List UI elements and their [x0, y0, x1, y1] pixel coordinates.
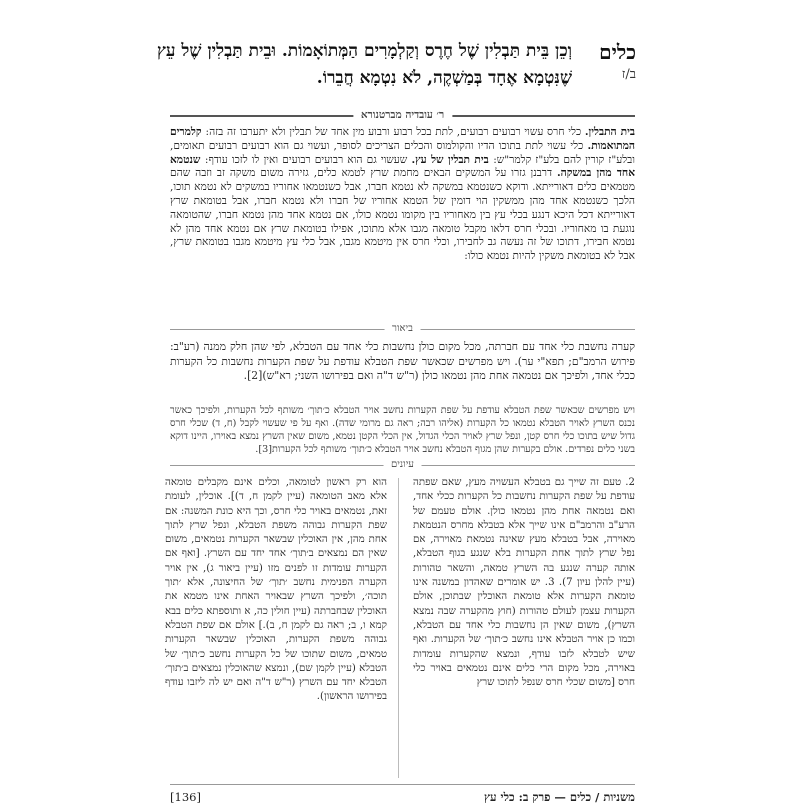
- bartenura-header: [170, 108, 635, 122]
- iyunim-left-column: הוא רק ראשון לטומאה, וכלים אינם מקבלים טומאה אלא מאב הטומאה (עיין לקמן ח, ד)]. אוכלין, לעומת זאת, נטמאים באויר כלי חרס, וכך היא כונת המשנה: אם שפת הקערות גבוהה משפת הטבלא, ונפל שרץ לתוך אחת מהן, אין האוכלין שבשאר הקערות נטמאים, משום שאין הם נמצאים ב׳תוך׳ אחד יחד עם השרץ. [ואף אם הקערות עומדות זו לפנים מזו (עיין ביאור ג), אין אויר הקערה הפנימית נחשב ׳תוך׳ של החיצונה, אלא ׳תוך תוכה׳, ולפיכך השרץ שבאויר האחת אינו מטמא את האוכלין שבחברתה (עיין חולין כה, א ותוספתא כלים בבא קמא ו, ב; ראה גם לקמן ח, ב).] אולם אם שפת הטבלא גבוהה משפת הקערות, האוכלין שבשאר הקערות טמאים, משום שתוכו של כל הקערות נחשב כ׳תוך׳ של הטבלא (עיין לקמן שם), ונמצא שהאוכלין נמצאים ב׳תוך׳ הטבלא יחד עם השרץ (ר"ש ד"ה ואם יש לה ליזבו עודף בפירושו הראשון).: [165, 477, 387, 703]
- commentary-text: דרבנן גזרו על המשקים הבאים מחמת שרץ לטמא כלים, גזירה משום משקה זב וזבה שהם מטמאים כלים דאורייתא. ודוקא כשנטמא במשקה לא נטמא חברו, אבל כשנטמאו אחוריו במשקים לא נטמא תוכו, הלכך כשנטמא אחד מהן ממשקין הוי דומין של הטמא אחוריו של חברו ולא נטמא חברו, אבל בטומאת שרץ דאורייתא דכל היכא דנגע בכלי עץ בין מאחוריו בין מקומו נטמא כולו, אם נטמא אחד מהן נטמא חברו, שהטומאה נוגעת בו מאחוריו. ובכלי חרס דלאו מקבל טומאה מגבו אלא מתוכו, אפילו בטומאת שרץ אם נטמא אחד מהן לא נטמא חבירו, דתוכו של זה נעשה גב לחבירו, וכלי חרס אין מיטמא מגבו, אבל כלי עץ מיטמא מגבו בטומאת שרץ, אבל לא בטומאת משקין להיות נטמא כולו:: [170, 167, 635, 263]
- iyunim-right-column: 2. טעם זה שייך גם בטבלא העשויה מעץ, שאם שפתה עודפת על שפת הקערות נחשבות כל הקערות ככלי אחד, ואם נטמאה אחת מהן נטמאו כולן. אולם טעמם של הרע"ב והרמב"ם אינו שייך אלא בטבלא מחרס הנטמאת מאוירה, אבל בטבלא מעץ שאינה נטמאת מאוירה, אם נפל שרץ לתוך אחת הקערות בלא שנגע בגוף הטבלא, אותה קערה שנגע בה השרץ טמאה, והשאר טהורות (עיין להלן עיון 7). 3. יש אומרים שאהדון במשנה אינו טומאת הקערות אלא טומאת האוכלין שבתוכן, אולם הקערות עצמן לעולם טהורות (חוץ מהקערה שבה נמצא השרץ), משום שאין הן נחשבות כלי אחד עם הטבלא, וכמו כן אויר הטבלא אינו נחשב כ׳תוך׳ של הקערות. ואף שיש לטבלא לזבו עודף, ונמצא שהקערות עומדות באוירה, מכל מקום הרי כלים אינם נטמאים באויר כלי חרס [משום שכלי חרס שנפל לתוכו שרץ: [413, 477, 635, 689]
- commentary-term: בית תבלין של עץ.: [411, 153, 494, 166]
- mishnah-text: וְכֵן בֵּית תַּבְלִין שֶׁל חֶרֶס וְקַלְמָרִים הַמְּתוֹאָמוֹת. וּבֵית תַּבְלִין שֶׁל עֵץ שֶׁנִּטְמָא אֶחָד בְּמַשְׁקֶה, לֹא נִטְמָא חֲבֵרוֹ.: [157, 41, 572, 88]
- footer-rule: [170, 784, 635, 785]
- commentary-text: כלי עשוי לתת בתוכו הדיו והקולמוס והכלים הצריכים לסופר, ועשוי גם הוא רבועים רבועים תאומים, ובלע"ז קורין להם בלע"ז קלמר"ש:: [170, 139, 635, 166]
- mishnah-reference: ב/ז: [621, 67, 636, 82]
- biur-note: ויש מפרשים שכאשר שפת הטבלא עודפת על שפת הקערות נחשב אויר הטבלא כ׳תוך׳ משותף לכל הקערות, ולפיכך כאשר נכנס השרץ לאויר הטבלא נטמאו כל הקערות (אליהו רבה; ראה גם מרומי שדה). ואף על פי שעשוי לקבל (ח, ד) שכלי חרס גדול שיש בתוכו כלי חרס קטן, ונפל שרץ לאויר הכלי הגדול, אין הכלי הקטן נטמא, משום שאין השרץ נמצא באוירו, היינו דוקא בשני כלים נפרדים. אולם בקערות שהן מגוף הטבלא נחשב אויר הטבלא כ׳תוך׳ משותף לכל הקערות[3].: [170, 405, 635, 455]
- bartenura-label: ר׳ עובדיה מברטנורא: [353, 108, 452, 122]
- biur-text: קערה נחשבת כלי אחד עם חברתה, מכל מקום כולן נחשבות כלי אחד עם הטבלא, לפי שהן חלק ממנה (רע"ב: פירוש הרמב"ם; תפא"י ער). ויש מפרשים שכאשר שפת הטבלא עודפת על שפת הקערות נחשבות כל הקערות ככלי אחד, ולפיכך אם נטמאה אחת מהן נטמאו כולן (ר"ש ד"ה ואם בפירושו השני; רא"ש)[2].: [170, 340, 635, 383]
- iyunim-label: עיונים: [383, 458, 422, 472]
- column-divider: [398, 478, 399, 778]
- tractate-title: כלים: [599, 40, 636, 64]
- iyunim-header: [170, 458, 635, 472]
- commentary-term: קלמרים המתואמות.: [170, 126, 635, 152]
- biur-label: ביאור: [384, 322, 421, 336]
- commentary-term: בית התבלין.: [584, 126, 636, 138]
- commentary-text: כלי חרס עשוי רבועים רבועים, לתת בכל רבוע ורבוע מין אחד של תבלין ולא יתערבו זה בזה:: [205, 126, 585, 138]
- footer: [170, 790, 635, 804]
- page-number: [136]: [170, 790, 201, 804]
- commentary-term: שנטמא אחד מהן במשקה.: [170, 153, 635, 180]
- footer-title: משניות / כלים — פרק ב: כלי עץ: [484, 790, 635, 804]
- biur-header: [170, 322, 635, 336]
- commentary-text: שעשוי גם הוא רבועים רבועים ואין לו לזכו עודף:: [204, 153, 412, 166]
- bartenura-commentary: [170, 126, 635, 316]
